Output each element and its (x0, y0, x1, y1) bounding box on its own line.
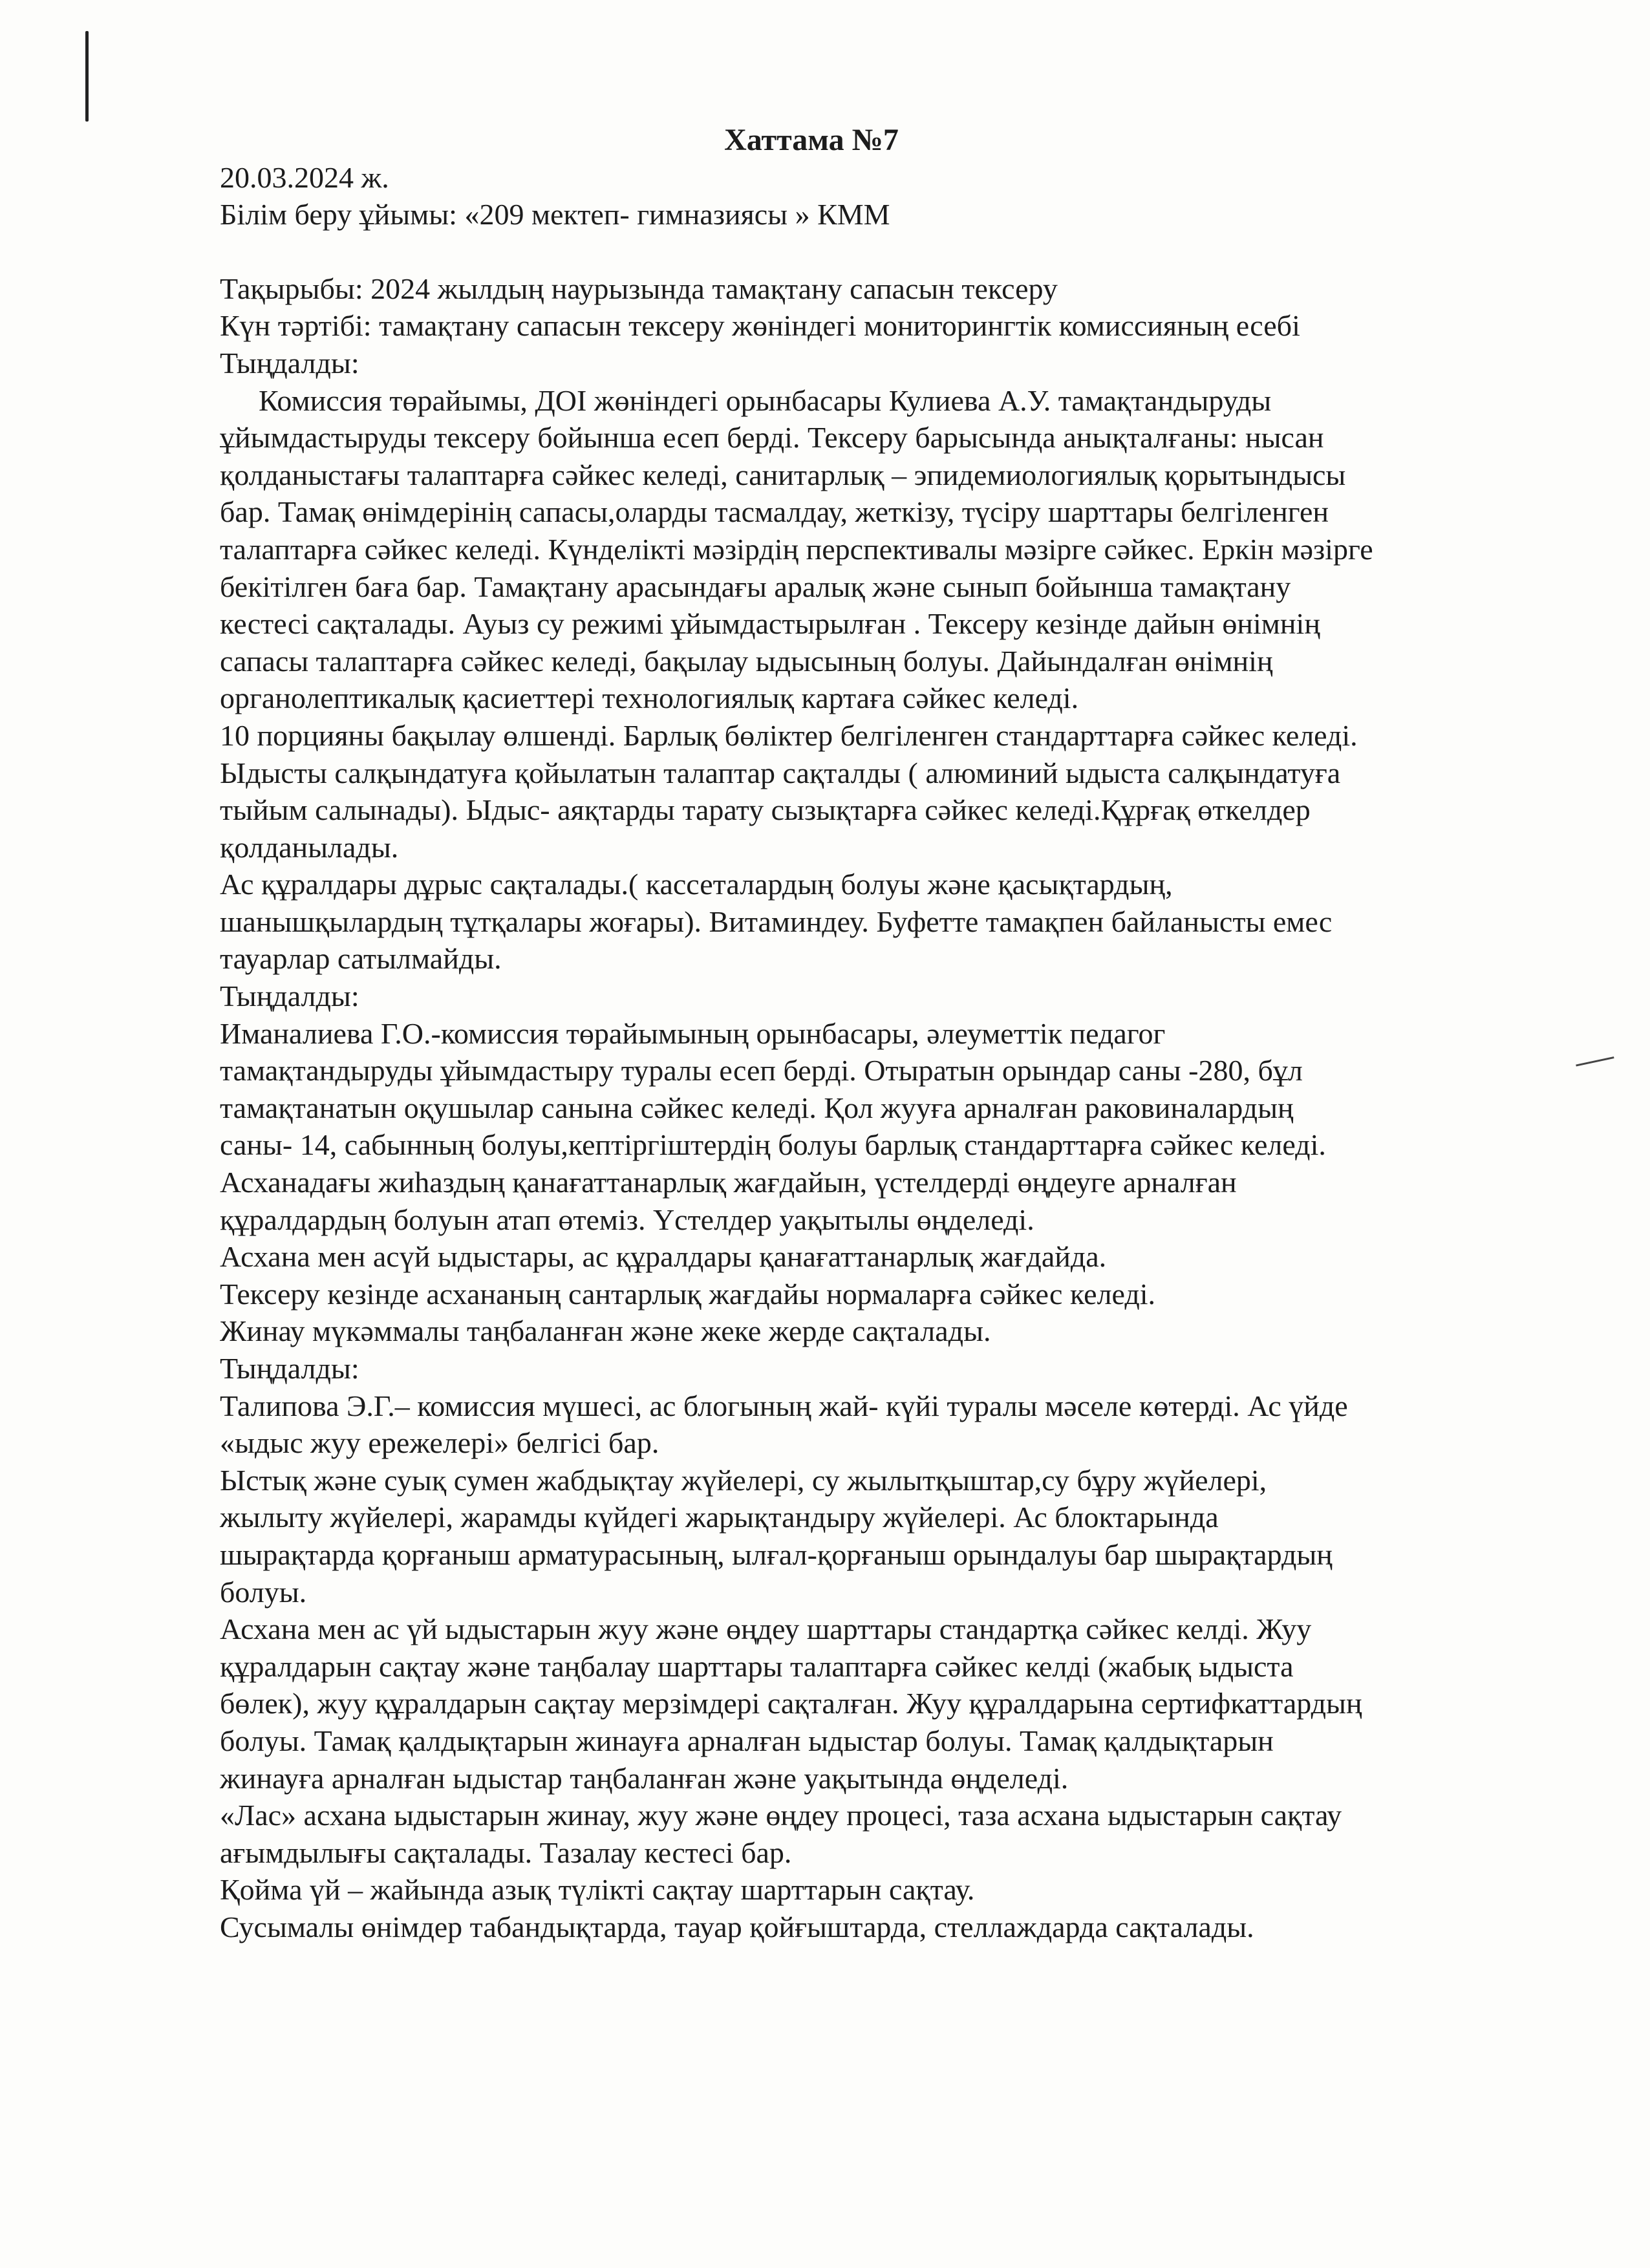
text-line: жылыту жүйелері, жарамды күйдегі жарықтандыру жүйелері. Ас блоктарында (220, 1501, 1219, 1534)
text-line: Ыстық және суық сумен жабдықтау жүйелері, су жылытқыштар,су бұру жүйелері, (220, 1463, 1267, 1497)
heard-heading: Тыңдалды: (220, 346, 359, 380)
text-line: қолданыстағы талаптарға сәйкес келеді, санитарлық – эпидемиологиялық қорытындысы (220, 458, 1346, 491)
document-body (220, 122, 1578, 1946)
margin-pen-mark (85, 31, 89, 122)
side-pen-mark (1576, 1056, 1618, 1086)
text-line: бекітілген баға бар. Тамақтану арасындағы аралық және сынып бойынша тамақтану (220, 570, 1291, 603)
text-line: бөлек), жуу құралдарын сақтау мерзімдері сақталған. Жуу құралдарына сертифкаттардың (220, 1687, 1362, 1720)
text-line: құралдарын сақтау және таңбалау шарттары талаптарға сәйкес келді (жабық ыдыста (220, 1649, 1294, 1683)
text-line: жинауға арналған ыдыстар таңбаланған және уақытында өңделеді. (220, 1761, 1069, 1795)
blank-line (220, 233, 1578, 270)
text-line: Жинау мүкәммалы таңбаланған және жеке жерде сақталады. (220, 1314, 991, 1348)
text-line: бар. Тамақ өнімдерінің сапасы,оларды тасмалдау, жеткізу, түсіру шарттары белгіленген (220, 495, 1329, 529)
text-line: тамақтанатын оқушылар санына сәйкес келеді. Қол жууға арналған раковиналардың (220, 1091, 1294, 1124)
heard-heading: Тыңдалды: (220, 979, 359, 1013)
text-line: тауарлар сатылмайды. (220, 942, 502, 976)
text-line: болуы. Тамақ қалдықтарын жинауға арналған ыдыстар болуы. Тамақ қалдықтарын (220, 1724, 1274, 1757)
text-line: шырақтарда қорғаныш арматурасының, ылғал-қорғаныш орындалуы бар шырақтардың (220, 1537, 1333, 1571)
document-date: 20.03.2024 ж. (220, 160, 389, 194)
text-line: Сусымалы өнімдер табандықтарда, тауар қойғыштарда, стеллаждарда сақталады. (220, 1910, 1254, 1943)
text-line: «Лас» асхана ыдыстарын жинау, жуу және өңдеу процесі, таза асхана ыдыстарын сақтау (220, 1799, 1342, 1832)
text-line: тыйым салынады). Ыдыс- аяқтарды тарату сызықтарға сәйкес келеді.Құрғақ өткелдер (220, 793, 1311, 827)
text-line: Комиссия төрайымы, ДОІ жөніндегі орынбасары Кулиева А.У. тамақтандыруды (259, 383, 1272, 417)
text-line: Асхана мен ас үй ыдыстарын жуу және өңдеу шарттары стандартқа сәйкес келді. Жуу (220, 1612, 1312, 1646)
document-title: Хаттама №7 (724, 123, 899, 157)
text-line: саны- 14, сабынның болуы,кептіргіштердің болуы барлық стандарттарға сәйкес келеді. (220, 1128, 1326, 1162)
text-line: Тексеру кезінде асхананың сантарлық жағдайы нормаларға сәйкес келеді. (220, 1277, 1156, 1311)
text-line: «ыдыс жуу ережелері» белгісі бар. (220, 1426, 659, 1460)
text-line: Асхана мен асүй ыдыстары, ас құралдары қанағаттанарлық жағдайда. (220, 1240, 1107, 1274)
text-line: Ыдысты салқындатуға қойылатын талаптар сақталды ( алюминий ыдыста салқындатуға (220, 756, 1341, 789)
text-line: органолептикалық қасиеттері технологиялық картаға сәйкес келеді. (220, 681, 1079, 715)
text-line: құралдардың болуын атап өтеміз. Үстелдер уақытылы өңделеді. (220, 1203, 1034, 1236)
text-line: талаптарға сәйкес келеді. Күнделікті мәзірдің перспективалы мәзірге сәйкес. Еркін мәзірге (220, 532, 1373, 566)
text-line: Асханадағы жиһаздың қанағаттанарлық жағдайын, үстелдерді өңдеуге арналған (220, 1166, 1237, 1199)
text-line: тамақтандыруды ұйымдастыру туралы есеп берді. Отыратын орындар саны -280, бұл (220, 1054, 1303, 1087)
text-line: ағымдылығы сақталады. Тазалау кестесі бар. (220, 1835, 792, 1869)
agenda-line: Күн тәртібі: тамақтану сапасын тексеру жөніндегі мониторингтік комиссияның есебі (220, 309, 1300, 343)
text-line: кестесі сақталады. Ауыз су режимі ұйымдастырылған . Тексеру кезінде дайын өнімнің (220, 607, 1320, 641)
heard-heading: Талипова Э.Г.– комиссия мүшесі, ас блогының жай- күйі туралы мәселе көтерді. Ас үйде (220, 1389, 1348, 1422)
text-line: шанышқылардың тұтқалары жоғары). Витаминдеу. Буфетте тамақпен байланысты емес (220, 904, 1333, 938)
text-line: қолданылады. (220, 830, 399, 864)
text-line: 10 порцияны бақылау өлшенді. Барлық бөліктер белгіленген стандарттарға сәйкес келеді. (220, 718, 1358, 752)
text-line: болуы. (220, 1575, 307, 1609)
organization-line: Білім беру ұйымы: «209 мектеп- гимназиясы » КММ (220, 198, 890, 231)
text-line: сапасы талаптарға сәйкес келеді, бақылау ыдысының болуы. Дайындалған өнімнің (220, 644, 1273, 678)
topic-line: Тақырыбы: 2024 жылдың наурызында тамақтану сапасын тексеру (220, 272, 1058, 305)
text-line: ұйымдастыруды тексеру бойынша есеп берді. Тексеру барысында анықталғаны: нысан (220, 421, 1324, 455)
text-line: Қойма үй – жайында азық түлікті сақтау шарттарын сақтау. (220, 1873, 975, 1907)
text-line: Иманалиева Г.О.-комиссия төрайымының орынбасары, әлеуметтік педагог (220, 1016, 1166, 1050)
text-line: Тыңдалды: (220, 1352, 359, 1385)
text-line: Ас құралдары дұрыс сақталады.( кассеталардың болуы және қасықтардың, (220, 868, 1173, 901)
